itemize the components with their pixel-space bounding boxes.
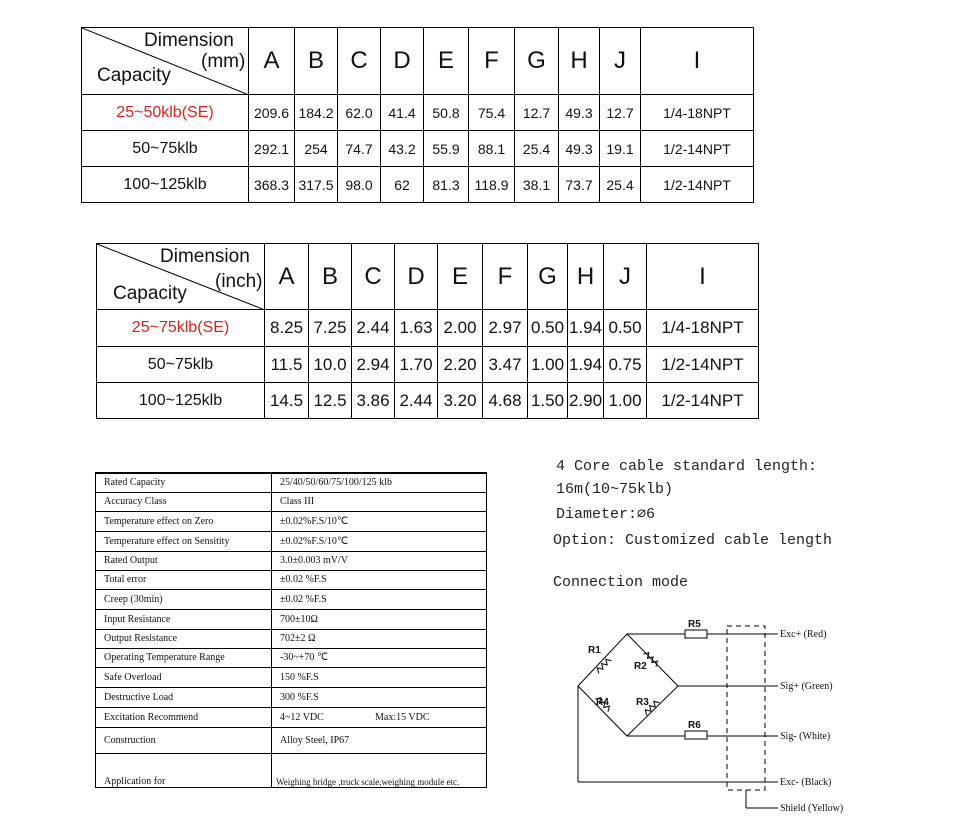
- value-cell: 317.5: [295, 167, 338, 203]
- spec-value: Alloy Steel, IP67: [272, 727, 487, 753]
- capacity-cell: 25~50klb(SE): [82, 95, 249, 131]
- spec-row: [96, 589, 487, 609]
- value-cell: 3.86: [352, 383, 395, 419]
- value-cell: 98.0: [338, 167, 381, 203]
- value-cell: 1.94: [568, 310, 604, 347]
- spec-value: 300 %F.S: [272, 687, 487, 707]
- value-cell: 2.94: [352, 347, 395, 383]
- value-cell: 1.00: [528, 347, 568, 383]
- value-cell: 1/2-14NPT: [641, 167, 754, 203]
- value-cell: 1/2-14NPT: [647, 383, 759, 419]
- value-cell: 1/2-14NPT: [641, 131, 754, 167]
- cable-length-line: 4 Core cable standard length:: [556, 458, 818, 475]
- spec-label: Creep (30min): [96, 589, 272, 609]
- unit-label: (mm): [201, 51, 246, 72]
- value-cell: 19.1: [600, 131, 641, 167]
- specification-table: [95, 472, 487, 788]
- spec-value: 702±2 Ω: [272, 629, 487, 648]
- col-header: D: [381, 28, 424, 95]
- spec-value: 25/40/50/60/75/100/125 klb: [272, 473, 487, 492]
- spec-row: [96, 753, 487, 787]
- dimension-table-inch: [96, 243, 759, 419]
- spec-row: [96, 551, 487, 570]
- shield-label: Shield (Yellow): [780, 803, 844, 814]
- value-cell: 2.90: [568, 383, 604, 419]
- cable-range-line: 16m(10~75klb): [556, 481, 674, 498]
- col-header: B: [309, 244, 352, 310]
- value-cell: 209.6: [249, 95, 295, 131]
- spec-value-extra: Max:15 VDC: [375, 711, 430, 723]
- spec-row: [96, 687, 487, 707]
- dimension-label: Dimension: [160, 246, 250, 267]
- spec-value: 3.0±0.003 mV/V: [272, 551, 487, 570]
- value-cell: 1.50: [528, 383, 568, 419]
- capacity-label: Capacity: [113, 283, 187, 304]
- sig-plus-label: Sig+ (Green): [780, 681, 833, 692]
- value-cell: 0.50: [528, 310, 568, 347]
- value-cell: 0.75: [604, 347, 647, 383]
- col-header: B: [295, 28, 338, 95]
- diagonal-header-cell: [82, 28, 249, 95]
- value-cell: 3.47: [483, 347, 528, 383]
- value-cell: 2.44: [352, 310, 395, 347]
- value-cell: 43.2: [381, 131, 424, 167]
- value-cell: 2.97: [483, 310, 528, 347]
- spec-row: [96, 609, 487, 629]
- spec-row: [96, 511, 487, 531]
- shield-box: [727, 626, 765, 790]
- spec-value: [272, 707, 487, 727]
- value-cell: 4.68: [483, 383, 528, 419]
- value-cell: 2.00: [438, 310, 483, 347]
- spec-row: [96, 629, 487, 648]
- col-header: C: [338, 28, 381, 95]
- dimension-table-mm: [81, 27, 754, 203]
- value-cell: 118.9: [469, 167, 515, 203]
- spec-label: Temperature effect on Sensitity: [96, 531, 272, 551]
- spec-value: ±0.02%F.S/10℃: [272, 531, 487, 551]
- spec-label: Application for: [96, 753, 272, 787]
- r2-label: R2: [634, 661, 647, 672]
- spec-label: Safe Overload: [96, 667, 272, 687]
- value-cell: 74.7: [338, 131, 381, 167]
- spec-label: Rated Capacity: [96, 473, 272, 492]
- r5-label: R5: [688, 619, 701, 630]
- spec-row: [96, 570, 487, 589]
- value-cell: 49.3: [559, 131, 600, 167]
- col-header: F: [469, 28, 515, 95]
- col-header: E: [438, 244, 483, 310]
- capacity-cell: 25~75klb(SE): [97, 310, 265, 347]
- value-cell: 3.20: [438, 383, 483, 419]
- table-row: [82, 131, 754, 167]
- value-cell: 8.25: [265, 310, 309, 347]
- spec-label: Output Resistance: [96, 629, 272, 648]
- unit-label: (inch): [215, 271, 263, 292]
- spec-value: Class III: [272, 492, 487, 511]
- value-cell: 1.63: [395, 310, 438, 347]
- value-cell: 184.2: [295, 95, 338, 131]
- sig-minus-label: Sig- (White): [780, 731, 831, 742]
- value-cell: 12.7: [515, 95, 559, 131]
- table-row: [82, 95, 754, 131]
- value-cell: 1/2-14NPT: [647, 347, 759, 383]
- value-cell: 62.0: [338, 95, 381, 131]
- spec-value: Weighing bridge ,truck scale,weighing module etc.: [272, 753, 487, 787]
- spec-value: ±0.02 %F.S: [272, 589, 487, 609]
- r4-label: R4: [596, 697, 609, 708]
- spec-row: [96, 473, 487, 492]
- value-cell: 14.5: [265, 383, 309, 419]
- r5-resistor: [685, 630, 707, 638]
- value-cell: 50.8: [424, 95, 469, 131]
- dimension-label: Dimension: [144, 30, 234, 51]
- value-cell: 49.3: [559, 95, 600, 131]
- diagonal-header-cell: [97, 244, 265, 310]
- col-header: A: [249, 28, 295, 95]
- capacity-cell: 100~125klb: [97, 383, 265, 419]
- spec-value: ±0.02%F.S/10℃: [272, 511, 487, 531]
- exc-plus-label: Exc+ (Red): [780, 629, 827, 640]
- value-cell: 0.50: [604, 310, 647, 347]
- value-cell: 11.5: [265, 347, 309, 383]
- spec-value: 700±10Ω: [272, 609, 487, 629]
- col-header: G: [515, 28, 559, 95]
- spec-label: Temperature effect on Zero: [96, 511, 272, 531]
- value-cell: 1.00: [604, 383, 647, 419]
- capacity-cell: 50~75klb: [97, 347, 265, 383]
- value-cell: 12.7: [600, 95, 641, 131]
- r1-label: R1: [588, 645, 601, 656]
- col-header: D: [395, 244, 438, 310]
- spec-value: -30~+70 ℃: [272, 648, 487, 667]
- exc-minus-label: Exc- (Black): [780, 777, 832, 788]
- table-row: [97, 383, 759, 419]
- connection-mode-title: Connection mode: [553, 574, 689, 591]
- col-header: J: [600, 28, 641, 95]
- spec-row: [96, 648, 487, 667]
- spec-row: [96, 727, 487, 753]
- col-header: J: [604, 244, 647, 310]
- value-cell: 73.7: [559, 167, 600, 203]
- capacity-label: Capacity: [97, 65, 171, 86]
- col-header: A: [265, 244, 309, 310]
- table-header-row: [97, 244, 759, 310]
- col-header: I: [647, 244, 759, 310]
- col-header: F: [483, 244, 528, 310]
- spec-label: Operating Temperature Range: [96, 648, 272, 667]
- value-cell: 25.4: [600, 167, 641, 203]
- col-header: H: [559, 28, 600, 95]
- spec-value-main: 4~12 VDC: [280, 711, 324, 723]
- value-cell: 1/4-18NPT: [641, 95, 754, 131]
- col-header: C: [352, 244, 395, 310]
- value-cell: 292.1: [249, 131, 295, 167]
- value-cell: 38.1: [515, 167, 559, 203]
- spec-label: Destructive Load: [96, 687, 272, 707]
- value-cell: 88.1: [469, 131, 515, 167]
- value-cell: 1.70: [395, 347, 438, 383]
- spec-row: [96, 707, 487, 727]
- value-cell: 12.5: [309, 383, 352, 419]
- value-cell: 2.44: [395, 383, 438, 419]
- table-row: [82, 167, 754, 203]
- spec-label: Excitation Recommend: [96, 707, 272, 727]
- capacity-cell: 50~75klb: [82, 131, 249, 167]
- table-row: [97, 347, 759, 383]
- value-cell: 10.0: [309, 347, 352, 383]
- spec-row: [96, 531, 487, 551]
- value-cell: 2.20: [438, 347, 483, 383]
- col-header: G: [528, 244, 568, 310]
- spec-label: Construction: [96, 727, 272, 753]
- value-cell: 368.3: [249, 167, 295, 203]
- value-cell: 1.94: [568, 347, 604, 383]
- r6-label: R6: [688, 720, 701, 731]
- table-row: [97, 310, 759, 347]
- spec-row: [96, 492, 487, 511]
- value-cell: 7.25: [309, 310, 352, 347]
- r3-label: R3: [636, 697, 649, 708]
- table-header-row: [82, 28, 754, 95]
- value-cell: 25.4: [515, 131, 559, 167]
- value-cell: 1/4-18NPT: [647, 310, 759, 347]
- value-cell: 55.9: [424, 131, 469, 167]
- spec-label: Total error: [96, 570, 272, 589]
- value-cell: 62: [381, 167, 424, 203]
- capacity-cell: 100~125klb: [82, 167, 249, 203]
- spec-label: Rated Output: [96, 551, 272, 570]
- wiring-diagram: [570, 615, 860, 820]
- r6-resistor: [685, 731, 707, 739]
- value-cell: 41.4: [381, 95, 424, 131]
- spec-row: [96, 667, 487, 687]
- value-cell: 254: [295, 131, 338, 167]
- value-cell: 75.4: [469, 95, 515, 131]
- spec-value: 150 %F.S: [272, 667, 487, 687]
- spec-value: ±0.02 %F.S: [272, 570, 487, 589]
- value-cell: 81.3: [424, 167, 469, 203]
- col-header: E: [424, 28, 469, 95]
- cable-option-line: Option: Customized cable length: [553, 532, 833, 549]
- col-header: I: [641, 28, 754, 95]
- col-header: H: [568, 244, 604, 310]
- spec-label: Accuracy Class: [96, 492, 272, 511]
- cable-diameter-line: Diameter:⌀6: [556, 506, 656, 523]
- spec-label: Input Resistance: [96, 609, 272, 629]
